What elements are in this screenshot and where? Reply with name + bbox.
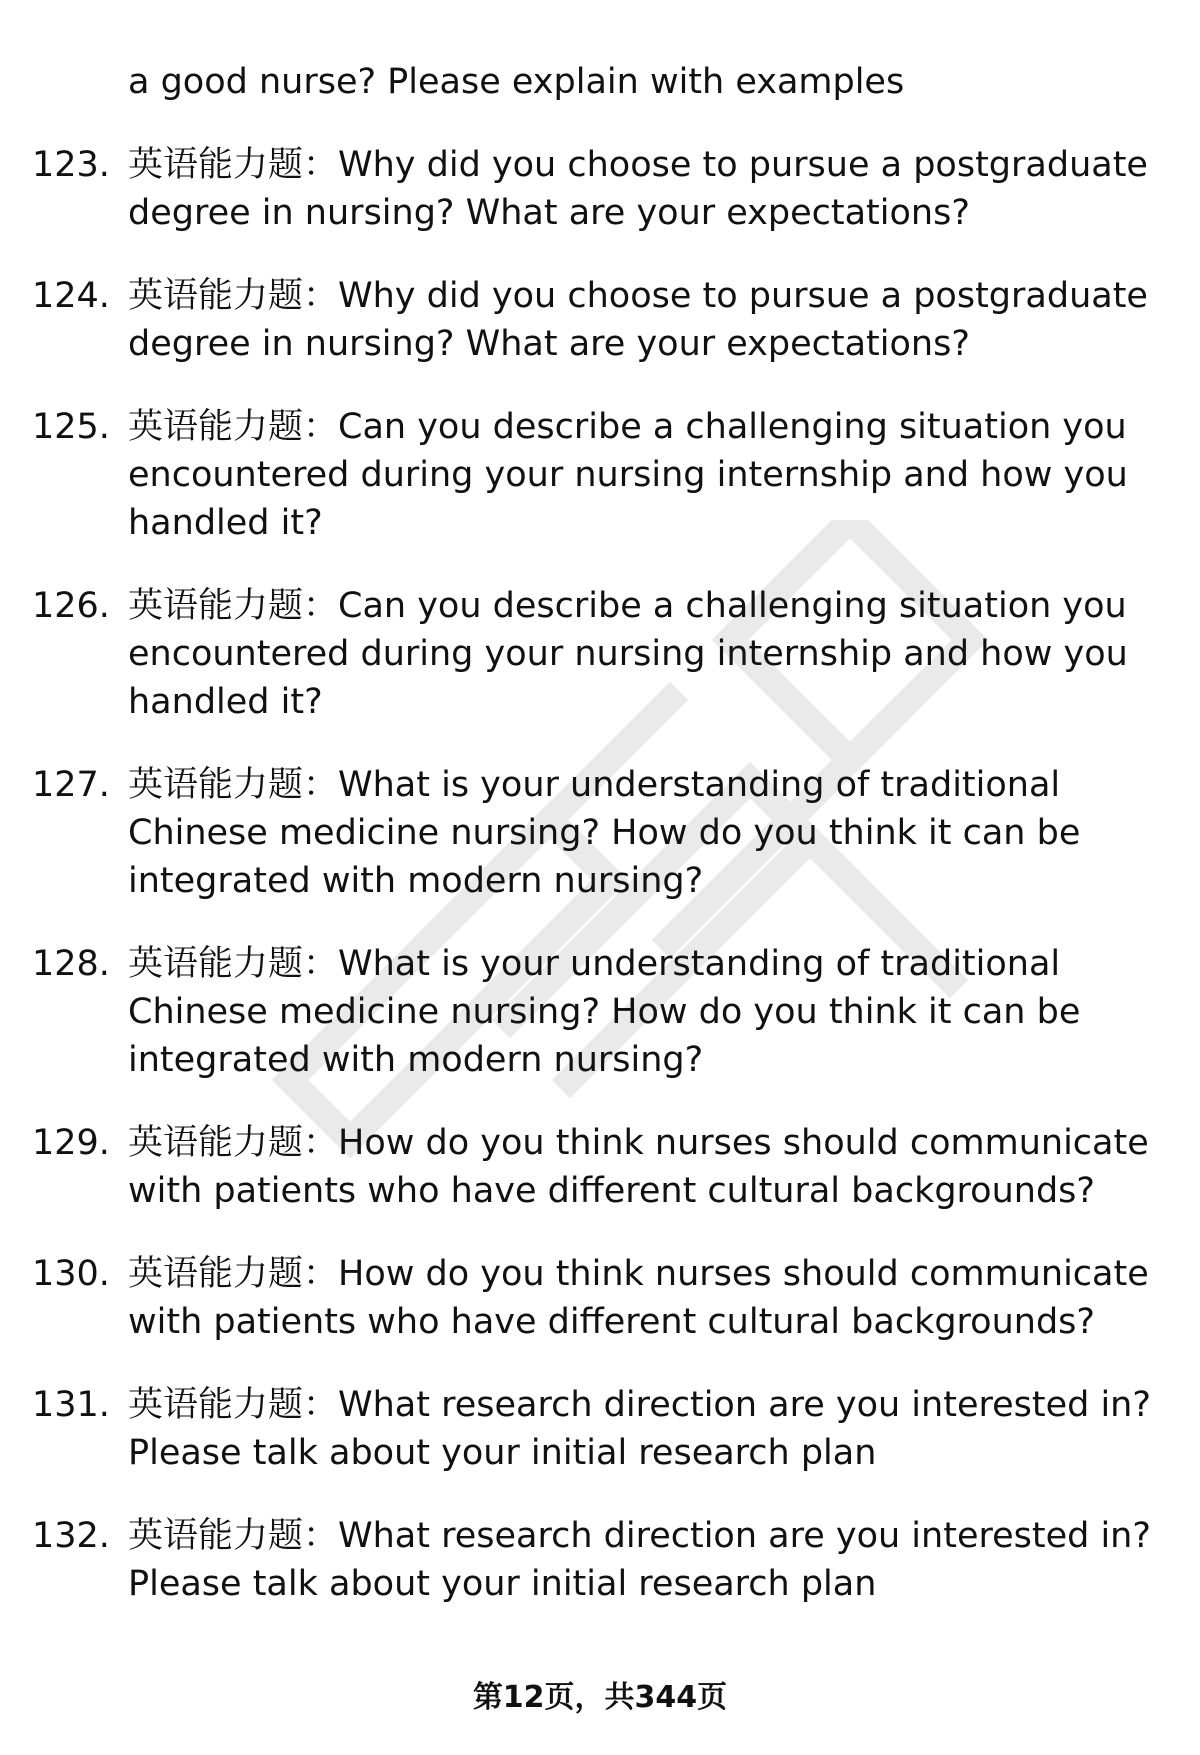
question-line	[128, 582, 1158, 630]
question-number: 124.	[32, 276, 110, 316]
question-item	[0, 761, 1200, 905]
question-item	[0, 1512, 1200, 1608]
continuation-text	[128, 58, 1148, 106]
question-text: handled it?	[128, 682, 323, 722]
question-item	[0, 940, 1200, 1084]
question-text: Why did you choose to pursue a postgraduate	[338, 276, 1148, 316]
question-item	[0, 1119, 1200, 1215]
question-line	[128, 451, 1158, 499]
question-line	[128, 1512, 1158, 1560]
question-category: 英语能力题：	[128, 765, 339, 805]
question-line	[128, 630, 1158, 678]
question-body	[128, 141, 1158, 237]
question-body	[128, 1512, 1158, 1608]
question-item	[0, 141, 1200, 237]
question-line	[128, 940, 1158, 988]
question-line	[128, 1119, 1158, 1167]
question-text: Please talk about your initial research plan	[128, 1433, 877, 1473]
question-item	[0, 582, 1200, 726]
question-line	[128, 857, 1158, 905]
question-body	[128, 1381, 1158, 1477]
question-line	[128, 678, 1158, 726]
question-text: Chinese medicine nursing? How do you think it can be	[128, 813, 1081, 853]
question-text: encountered during your nursing internship and how you	[128, 634, 1128, 674]
question-item	[0, 1381, 1200, 1477]
question-body	[128, 1250, 1158, 1346]
question-item	[0, 403, 1200, 547]
question-category: 英语能力题：	[128, 145, 339, 185]
question-item	[0, 1250, 1200, 1346]
question-body	[128, 761, 1158, 905]
question-line	[128, 1429, 1158, 1477]
question-text: handled it?	[128, 503, 323, 543]
question-text: Can you describe a challenging situation you	[338, 586, 1127, 626]
question-number: 125.	[32, 407, 110, 447]
question-category: 英语能力题：	[128, 944, 339, 984]
question-number: 132.	[32, 1516, 110, 1556]
question-line	[128, 189, 1158, 237]
question-text: with patients who have different cultural backgrounds?	[128, 1302, 1095, 1342]
question-text: integrated with modern nursing?	[128, 1040, 704, 1080]
question-body	[128, 272, 1158, 368]
question-category: 英语能力题：	[128, 1385, 339, 1425]
question-body	[128, 403, 1158, 547]
question-line	[128, 1381, 1158, 1429]
question-body	[128, 940, 1158, 1084]
question-text: degree in nursing? What are your expectations?	[128, 193, 970, 233]
question-category: 英语能力题：	[128, 276, 339, 316]
page-number-text: 第12页，共344页	[472, 1680, 728, 1715]
question-text: What is your understanding of traditional	[338, 944, 1061, 984]
question-category: 英语能力题：	[128, 1516, 339, 1556]
question-body	[128, 582, 1158, 726]
question-item	[0, 272, 1200, 368]
question-line	[128, 1250, 1158, 1298]
question-category: 英语能力题：	[128, 1123, 339, 1163]
continuation-line: a good nurse? Please explain with examples	[128, 62, 905, 102]
question-text: integrated with modern nursing?	[128, 861, 704, 901]
question-category: 英语能力题：	[128, 407, 339, 447]
question-line	[128, 320, 1158, 368]
question-number: 129.	[32, 1123, 110, 1163]
question-text: Can you describe a challenging situation you	[338, 407, 1127, 447]
question-line	[128, 988, 1158, 1036]
question-line	[128, 499, 1158, 547]
question-text: Chinese medicine nursing? How do you think it can be	[128, 992, 1081, 1032]
question-body	[128, 1119, 1158, 1215]
page-footer	[0, 1678, 1200, 1718]
question-number: 127.	[32, 765, 110, 805]
question-number: 131.	[32, 1385, 110, 1425]
question-line	[128, 809, 1158, 857]
question-line	[128, 141, 1158, 189]
question-text: How do you think nurses should communicate	[338, 1123, 1149, 1163]
question-text: What research direction are you interested in?	[338, 1516, 1151, 1556]
question-line	[128, 272, 1158, 320]
question-line	[128, 1036, 1158, 1084]
question-text: Why did you choose to pursue a postgraduate	[338, 145, 1148, 185]
question-number: 128.	[32, 944, 110, 984]
question-text: degree in nursing? What are your expectations?	[128, 324, 970, 364]
question-line	[128, 1298, 1158, 1346]
question-text: encountered during your nursing internship and how you	[128, 455, 1128, 495]
question-number: 126.	[32, 586, 110, 626]
question-list	[0, 141, 1200, 1643]
question-number: 123.	[32, 145, 110, 185]
question-line	[128, 1560, 1158, 1608]
question-line	[128, 403, 1158, 451]
question-text: with patients who have different cultural backgrounds?	[128, 1171, 1095, 1211]
question-number: 130.	[32, 1254, 110, 1294]
question-text: Please talk about your initial research plan	[128, 1564, 877, 1604]
question-category: 英语能力题：	[128, 1254, 339, 1294]
question-line	[128, 1167, 1158, 1215]
question-line	[128, 761, 1158, 809]
question-text: How do you think nurses should communicate	[338, 1254, 1149, 1294]
question-text: What research direction are you interested in?	[338, 1385, 1151, 1425]
question-text: What is your understanding of traditional	[338, 765, 1061, 805]
question-category: 英语能力题：	[128, 586, 339, 626]
